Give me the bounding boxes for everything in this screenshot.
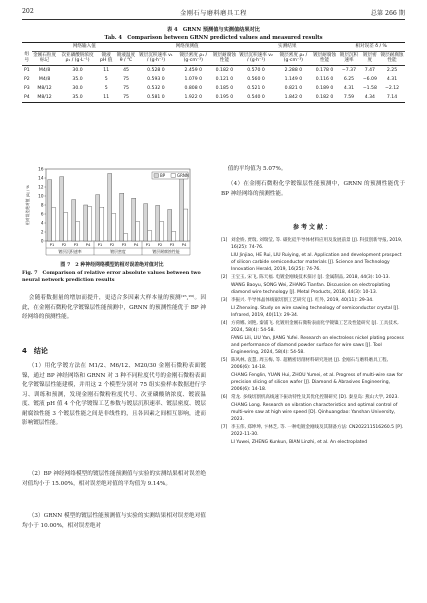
bar-grnn — [52, 208, 56, 241]
table-cell: 0.540 0 — [237, 93, 275, 102]
y-tick-label: 8 — [40, 202, 44, 208]
bar-grnn — [124, 234, 128, 241]
table-cell: 7.59 — [337, 93, 360, 102]
paragraph: （3）GRNN 模型的镀层性能预测值与实验的实测结果相对误差绝对值均小于 10.00%，相对误差绝对 — [22, 513, 206, 529]
bar-bp — [144, 204, 148, 241]
reference-number — [221, 253, 231, 273]
group-header: 实测结果 — [237, 43, 337, 52]
column-header: 镀层耐腐蚀性能 — [379, 51, 405, 65]
table-cell: 4.31 — [343, 85, 355, 91]
table-cell: 0.521 0 — [247, 85, 265, 91]
y-tick-label: 0 — [40, 238, 44, 244]
table-cell: 30.0 — [72, 67, 83, 73]
reference-text: LIU Jinjiao, HE Rui, LIU Ruiying, et al. Application and development prospect of silicon carbide semiconductor materials [J]. Science and Technology Innovation Herald, 2019, 16(25): 74-76. — [231, 253, 402, 272]
column-header: 金刚石粒度标记 — [32, 51, 58, 65]
table-spacer — [22, 43, 32, 52]
table-cell: 0.121 0 — [215, 76, 234, 82]
table-cell: M4/8 — [38, 67, 51, 73]
reference-text: 方荷娜, 刘艳, 秦浦飞. 化镀用金刚石微粉表面化学镀镍工艺及性能研究 [J]. 工具技术, 2024, 58(4): 54-58. — [231, 321, 399, 333]
bar-bp — [84, 205, 88, 241]
table-cell: 0.581 0 — [137, 93, 175, 102]
x-tick-label: P4 — [181, 242, 187, 247]
table-cell: 45 — [123, 67, 129, 73]
reference-text: 常龙. 多线切割机高线速下振动特性及其优化控制研究 [D]. 秦皇岛: 燕山大学, 2023. — [231, 394, 399, 400]
reference-item — [221, 306, 405, 320]
reference-item — [221, 358, 405, 372]
reference-item — [221, 395, 405, 402]
table-cell: −7.37 — [341, 67, 356, 73]
reference-item — [221, 253, 405, 273]
reference-list — [221, 238, 405, 448]
reference-number: [3] — [221, 298, 228, 303]
bar-grnn — [76, 222, 80, 241]
bar-bp — [60, 177, 64, 241]
column-header: 镀层密度 ρ₂ / (g·cm⁻³) — [275, 51, 312, 65]
column-header: 镀层沉积速率 v₁ / (g·h⁻¹) — [137, 51, 175, 65]
y-tick-label: 2 — [40, 229, 44, 235]
group-label: 镀层密度 — [110, 249, 126, 254]
table-body — [22, 66, 405, 103]
legend-label: GRNN — [177, 173, 189, 178]
bar-grnn — [160, 222, 164, 241]
reference-text: 陈风林, 袁慧, 周玉梅, 等. 超精密切削材料研究进展 [J]. 金刚石与磨料磨具工程, 2006(6): 14-18. — [231, 358, 389, 370]
table-cell: 0.528 0 — [147, 67, 165, 73]
legend-swatch — [154, 174, 159, 177]
figure7-chart — [24, 165, 194, 260]
table-cell: 4.31 — [386, 76, 398, 82]
reference-number — [221, 336, 231, 356]
table-cell: 7.14 — [379, 93, 405, 102]
table-cell: 11 — [103, 67, 110, 73]
table-cell: 0.560 0 — [247, 76, 265, 82]
reference-number — [221, 403, 231, 423]
table-cell: 0.821 0 — [284, 85, 303, 91]
column-header: 镀层密度 ρ₁ / (g·cm⁻³) — [175, 51, 212, 65]
table4-caption-en: Tab. 4 Comparison between GRNN predicted values and measured results — [104, 35, 323, 41]
paragraph: 会随着数据量的增加而提升，更适合多因素大样本量的预测⁽¹⁵,²⁰⁾。因此，在金刚石微粉化学镀镍层性能预测中，GRNN 的预测性能优于 BP 神经网络的预测性能。 — [22, 295, 206, 320]
reference-item — [221, 275, 405, 282]
table-cell: 35.0 — [58, 93, 98, 102]
bar-grnn — [184, 209, 188, 241]
table-cell: P2 — [23, 76, 30, 82]
bar-grnn — [172, 232, 176, 241]
reference-number — [221, 283, 231, 297]
reference-text: LI Zhenxing. Study on wire sawing technology of semiconductor crystal [J]. Infrared, 2019, 40(11): 29-34. — [231, 306, 400, 318]
table-cell: 35.0 — [72, 76, 83, 82]
x-tick-label: P1 — [97, 242, 103, 247]
table-cell: 0.570 0 — [247, 67, 265, 73]
table-row — [22, 84, 405, 93]
bar-grnn — [88, 207, 92, 241]
table-cell: 5 — [104, 85, 108, 91]
table4-caption-cn: 表 4 GRNN 预测值与实测值结果对比 — [167, 27, 260, 33]
column-header: 次亚磷酸钠浓度 ρ₁ / (g·L⁻¹) — [58, 51, 98, 65]
section-heading: 4 结论 — [22, 347, 48, 355]
table-cell: 0.189 0 — [315, 85, 334, 91]
reference-number — [221, 306, 231, 320]
table-cell: 1.079 0 — [184, 76, 203, 82]
x-tick-label: P4 — [85, 242, 91, 247]
bar-grnn — [112, 214, 116, 241]
column-header: 镀层耐腐蚀性能 — [212, 51, 237, 65]
column-header: 镀层沉积速率 v₂ / (g·h⁻¹) — [237, 51, 275, 65]
reference-text: CHANG Fenglin, YUAN Hui, ZHOU Yumei, et al. Progress of multi-wire saw for precision slicing of silicon wafer [J]. Diamond & Abrasives Engineering, 2006(6): 14-18. — [231, 373, 403, 392]
table-cell: 2.288 0 — [284, 67, 303, 73]
table-cell: 5 — [104, 76, 108, 82]
table-cell: 0.116 0 — [315, 76, 334, 82]
reference-text: FANG Lili, LIU Yan, JIANG Yufei. Research on electroless nickel plating process and performance of diamond powder surface for wire saws [J]. Tool Engineering, 2024, 58(4): 54-58. — [231, 336, 404, 355]
reference-text: LI Yuwei, ZHENG Kunkun, BIAN Linzhi, et al. An electroplated — [231, 439, 368, 445]
bar-bp — [96, 195, 100, 241]
y-axis-label: 相对误差绝对值 |δ| / % — [25, 185, 30, 225]
bar-grnn — [136, 222, 140, 241]
table-cell: 0.182 0 — [312, 93, 337, 102]
bar-bp — [168, 210, 172, 242]
group-header: 网络预测值 — [137, 43, 237, 52]
table-cell: 7.47 — [364, 67, 375, 73]
reference-text: 李玉伟, 郑坤坤, 卞林芝, 等. 一种电镀金刚线及其制备方法: CN202211516260.5 [P]. 2022-11-30. — [231, 424, 404, 437]
column-header: 镀层密度 — [361, 51, 379, 65]
x-tick-label: P2 — [61, 242, 67, 247]
x-tick-label: P2 — [157, 242, 163, 247]
table-cell: −6.09 — [362, 76, 377, 82]
journal-name: 金刚石与磨料磨具工程 — [180, 10, 247, 17]
table-cell: 0.195 0 — [212, 93, 237, 102]
reference-number — [221, 440, 231, 447]
x-tick-label: P3 — [121, 242, 127, 247]
table-cell: P3 — [23, 85, 30, 91]
table-cell: 1.922 0 — [175, 93, 212, 102]
reference-text: 李振兴. 半导体晶体线锯切割工艺研究 [J]. 红外, 2019, 40(11): 29-34. — [231, 298, 374, 303]
table-cell: 0.182 0 — [215, 67, 234, 73]
table-cell: −1.58 — [362, 85, 377, 91]
table-row — [22, 66, 405, 75]
references-title: 参考文献： — [292, 224, 333, 231]
legend-swatch — [171, 174, 176, 177]
bar-bp — [48, 180, 52, 241]
reference-number: [6] — [221, 394, 228, 400]
reference-number: [2] — [221, 274, 228, 280]
bar-bp — [156, 205, 160, 241]
table-cell: P1 — [23, 67, 30, 73]
reference-item — [221, 283, 405, 297]
table-cell: 11 — [98, 93, 115, 102]
bar-grnn — [100, 207, 104, 241]
y-tick-label: 4 — [40, 220, 44, 226]
table-row — [22, 93, 405, 102]
table-cell: 4.34 — [361, 93, 379, 102]
table-cell: 0.178 0 — [315, 67, 334, 73]
reference-text: CHANG Long. Research on vibration characteristics and optimal control of multi-wire saw at high wire speed [D]. Qinhuangdao: Yanshan University, 2023. — [231, 403, 398, 422]
y-tick-label: 16 — [38, 166, 44, 172]
table-cell: 1.149 0 — [284, 76, 303, 82]
table-cell: 0.593 0 — [147, 76, 165, 82]
column-header: 镀层耐腐蚀性能 — [312, 51, 337, 65]
bar-bp — [132, 198, 136, 241]
y-tick-label: 6 — [40, 211, 44, 217]
reference-number: [7] — [221, 424, 228, 430]
results-table — [22, 42, 405, 103]
bar-bp — [72, 200, 76, 241]
figure7-caption-cn: 图 7 2 种神经网络模型的相对误差绝对值对比 — [60, 262, 164, 268]
reference-item — [221, 336, 405, 356]
group-header: 相对误差 δ / % — [337, 43, 405, 52]
reference-item — [221, 425, 405, 439]
group-header: 网络输入值 — [32, 43, 137, 52]
reference-item — [221, 403, 405, 423]
table-cell: 0.532 0 — [147, 85, 165, 91]
legend-label: BP — [160, 173, 166, 178]
reference-text: WANG Baoyu, SONG Wei, ZHANG Tianfan. Discussion on electroplating diamond wire technology [J]. Metal Products, 2018, 44(3): 10-13. — [231, 283, 391, 295]
table-cell: 75 — [123, 76, 129, 82]
issue-number: 总第 266 期 — [370, 10, 405, 17]
reference-item — [221, 321, 405, 335]
reference-text: 王宝玉, 宋飞, 陈天福. 电镀金刚线技术探讨 [J]. 金属制品, 2018, 44(3): 10-13. — [231, 274, 390, 280]
table-cell: 0.808 0 — [184, 85, 203, 91]
x-tick-label: P2 — [109, 242, 115, 247]
reference-number: [5] — [221, 358, 228, 363]
y-tick-label: 12 — [38, 184, 44, 190]
group-label: 镀层沉积速率 — [58, 249, 82, 254]
bar-bp — [180, 177, 184, 241]
bar-grnn — [148, 231, 152, 241]
figure7-caption-en: Fig. 7 Comparison of relative error absolute values between two neural network prediction results — [22, 270, 201, 283]
paragraph: 值的平均值为 5.07%。 — [227, 166, 287, 172]
table-cell: P4 — [22, 93, 32, 102]
table-cell: −2.12 — [384, 85, 400, 91]
y-tick-label: 14 — [38, 175, 44, 181]
column-header: 组号 — [22, 51, 32, 65]
reference-item — [221, 373, 405, 393]
x-tick-label: P4 — [133, 242, 139, 247]
table-cell: 75 — [115, 93, 137, 102]
reference-text: 刘金娇, 贾瑞, 刘瑞莹, 等. 碳化硅半导体材料应用及发展前景 [J]. 科技创新导报, 2019, 16(25): 74-76. — [231, 238, 403, 250]
table-cell: M8/12 — [32, 93, 58, 102]
table-cell: M8/12 — [37, 85, 52, 91]
bar-bp — [108, 174, 112, 242]
reference-number: [1] — [221, 238, 228, 243]
paragraph: （2）BP 神经网络模型的镀层性能预测值与实验的实测结果相对误差绝对值均小于 15.00%，相对误差绝对值的平均值为 9.14%。 — [22, 471, 206, 487]
paragraph: （4）在金刚石微粉化学镀镍层性能预测中，GRNN 的预测性能优于 BP 神经网络的预测性能。 — [221, 181, 405, 197]
table-cell: 1.842 0 — [275, 93, 312, 102]
table-header-row — [22, 51, 405, 65]
bar-bp — [120, 193, 124, 241]
reference-item — [221, 238, 405, 252]
paragraph: （1）用化学镀方法在 M1/2、M6/12、M20/30 金刚石微粉表面镀镍，通过 BP 神经网络和 GRNN 对 3 种不同粒度代号的金刚石微粉表面化学镀镍层性能建模，并用这 2 个模型分别对 75 组实验样本数据进行学习、训练和预测，发现金刚石微粉粒度代号、次亚磷酸钠浓度、镀液温度、镀液 pH 值 4 个化学镀镍工艺参数与镀层沉积速率、镀层密度、镀层耐腐蚀性能 3 个镀层性能之间是非线性的，且各因素之间相互影响，进而影响镀层性能。 — [22, 363, 206, 426]
reference-item — [221, 440, 405, 447]
table-cell: 75 — [123, 85, 129, 91]
reference-number — [221, 373, 231, 393]
bar-grnn — [64, 213, 68, 241]
x-tick-label: P3 — [169, 242, 175, 247]
page-number: 202 — [22, 8, 34, 15]
table-cell: 2.459 0 — [184, 67, 203, 73]
table-cell: M4/8 — [38, 76, 51, 82]
x-tick-label: P1 — [49, 242, 55, 247]
column-header: 镀层沉积速率 — [337, 51, 360, 65]
reference-number: [4] — [221, 321, 228, 327]
reference-item — [221, 298, 405, 305]
header-rule — [22, 19, 405, 20]
x-tick-label: P1 — [145, 242, 151, 247]
column-header: 镀液 pH 值 — [98, 51, 115, 65]
table-cell: 0.185 0 — [215, 85, 234, 91]
group-label: 镀层耐腐蚀性能 — [152, 249, 180, 254]
table-cell: 2.25 — [386, 67, 398, 73]
column-header: 镀液温度 θ / ℃ — [115, 51, 137, 65]
table-row — [22, 75, 405, 84]
x-tick-label: P3 — [73, 242, 79, 247]
table-cell: 30.0 — [72, 85, 83, 91]
y-tick-label: 10 — [38, 193, 44, 199]
table-cell: 6.25 — [343, 76, 355, 82]
